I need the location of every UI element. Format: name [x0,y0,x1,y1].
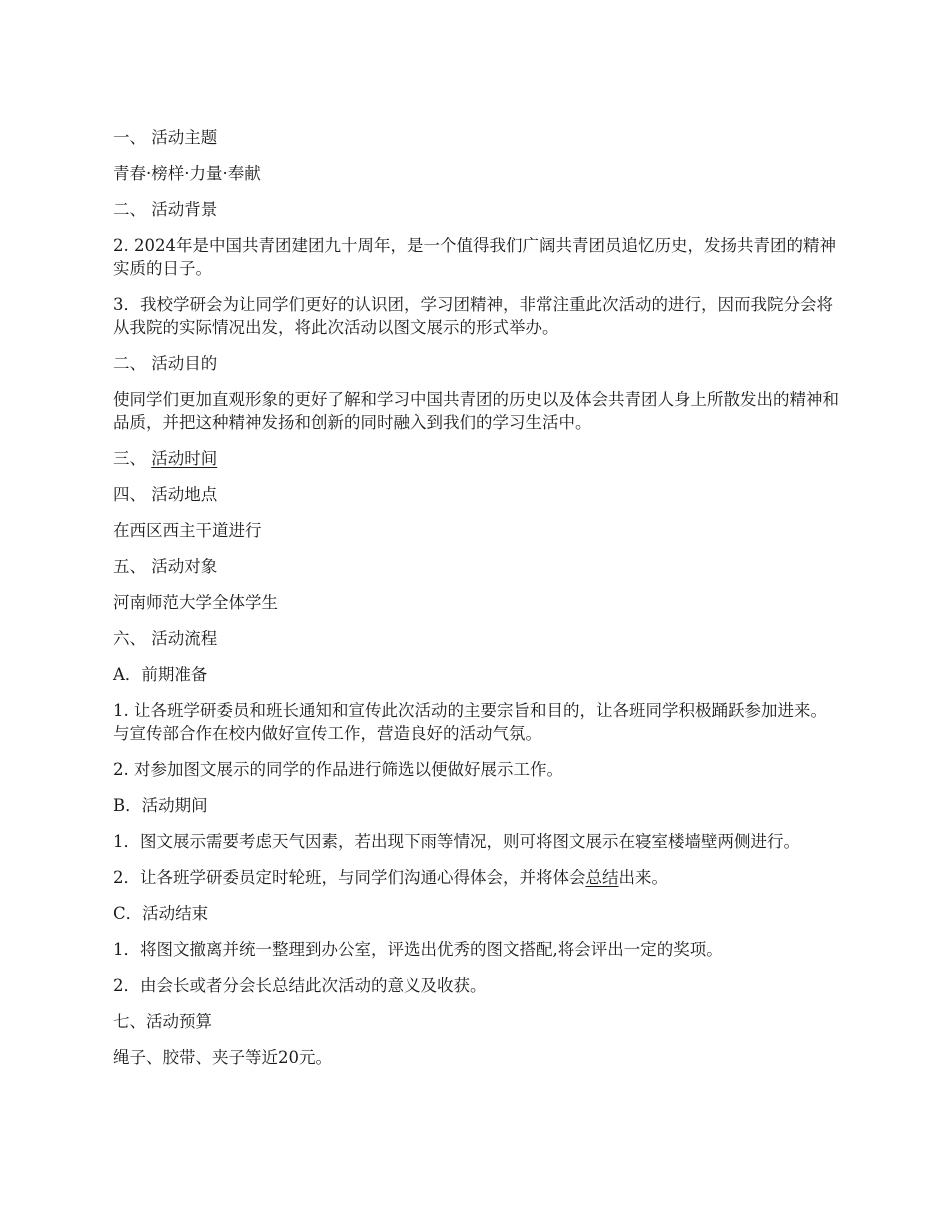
time-heading-prefix: 三、 [113,449,152,468]
during-p2-after: 出来。 [618,868,668,887]
time-heading-link[interactable]: 活动时间 [151,449,218,468]
document-body [113,126,843,1082]
during-paragraph-2 [113,866,843,889]
background-paragraph-2: 2. 2024年是中国共青团建团九十周年，是一个值得我们广阔共青团员追忆历史，发扬共青团的精神实质的日子。 [113,236,836,278]
end-paragraph-2: 2．由会长或者分会长总结此次活动的意义及收获。 [113,976,487,995]
location-text: 在西区西主干道进行 [113,521,262,540]
theme-text: 青春·榜样·力量·奉献 [113,164,261,183]
audience-text: 河南师范大学全体学生 [113,593,278,612]
during-paragraph-1: 1．图文展示需要考虑天气因素，若出现下雨等情况，则可将图文展示在寝室楼墙壁两侧进行。 [113,832,800,851]
theme-heading: 一、 活动主题 [113,128,218,147]
end-heading: C．活动结束 [113,904,209,923]
time-heading [113,447,843,470]
prep-paragraph-1: 1. 让各班学研委员和班长通知和宣传此次活动的主要宗旨和目的，让各班同学积极踊跃参加进来。与宣传部合作在校内做好宣传工作，营造良好的活动气氛。 [113,701,827,743]
process-heading: 六、 活动流程 [113,629,218,648]
budget-text: 绳子、胶带、夹子等近20元。 [113,1048,332,1067]
purpose-text: 使同学们更加直观形象的更好了解和学习中国共青团的历史以及体会共青团人身上所散发出的精神和品质，并把这种精神发扬和创新的同时融入到我们的学习生活中。 [113,390,839,432]
during-heading: B．活动期间 [113,796,208,815]
budget-heading: 七、活动预算 [113,1012,212,1031]
location-heading: 四、 活动地点 [113,485,218,504]
purpose-heading: 二、 活动目的 [113,354,218,373]
background-heading: 二、 活动背景 [113,200,218,219]
prep-paragraph-2: 2. 对参加图文展示的同学的作品进行筛选以便做好展示工作。 [113,760,563,779]
audience-heading: 五、 活动对象 [113,557,218,576]
end-paragraph-1: 1．将图文撤离并统一整理到办公室，评选出优秀的图文搭配,将会评出一定的奖项。 [113,940,723,959]
during-p2-before: 2．让各班学研委员定时轮班，与同学们沟通心得体会，并将体会 [113,868,586,887]
summary-link[interactable]: 总结 [585,868,619,887]
background-paragraph-3: 3．我校学研会为让同学们更好的认识团，学习团精神，非常注重此次活动的进行，因而我院分会将从我院的实际情况出发，将此次活动以图文展示的形式举办。 [113,295,833,337]
prep-heading: A．前期准备 [113,665,208,684]
